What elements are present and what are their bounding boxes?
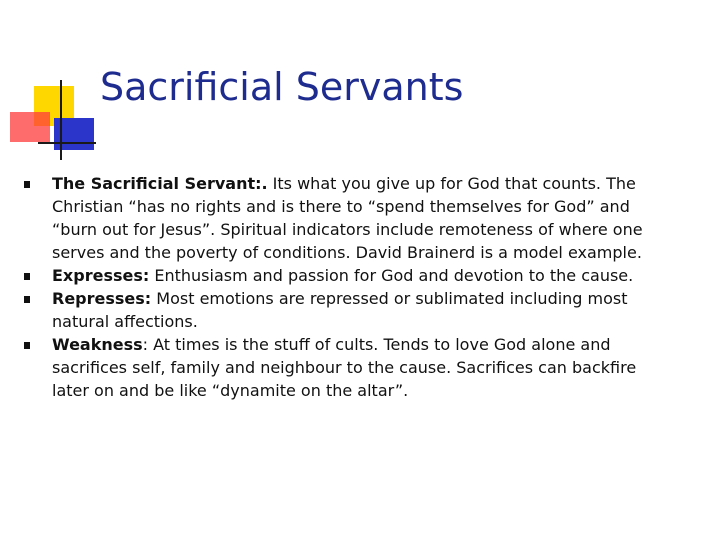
bullet-list	[24, 172, 664, 402]
bullet-lead: Represses:	[52, 289, 152, 308]
bullet-text: : At times is the stuff of cults. Tends to love God alone and sacrifices self, family and neighbour to the cause. Sacrifices can backfire later on and be like “dynamite on the altar”.	[52, 335, 637, 400]
bullet-square-icon	[24, 296, 30, 303]
slide-logo-icon	[0, 0, 110, 170]
bullet-square-icon	[24, 342, 30, 349]
bullet-lead: Expresses:	[52, 266, 150, 285]
bullet-text: Most emotions are repressed or sublimated including most natural affections.	[52, 289, 628, 331]
bullet-item-represses	[24, 287, 664, 333]
bullet-item-sacrificial-servant	[24, 172, 664, 264]
bullet-item-expresses	[24, 264, 664, 287]
bullet-text: Enthusiasm and passion for God and devotion to the cause.	[149, 266, 634, 285]
bullet-square-icon	[24, 181, 30, 188]
bullet-square-icon	[24, 273, 30, 280]
bullet-text: Its what you give up for God that counts. The Christian “has no rights and is there to “spend themselves for God” and “burn out for Jesus”. Spiritual indicators include remoteness of where one serves and the poverty of conditions. David Brainerd is a model example.	[52, 174, 643, 262]
bullet-lead: The Sacrificial Servant:.	[52, 174, 268, 193]
bullet-lead: Weakness	[52, 335, 143, 354]
logo-horizontal-line	[38, 142, 96, 144]
slide-title: Sacrificial Servants	[100, 65, 464, 109]
logo-vertical-line	[60, 80, 62, 160]
logo-red-square	[10, 112, 50, 142]
bullet-item-weakness	[24, 333, 664, 402]
